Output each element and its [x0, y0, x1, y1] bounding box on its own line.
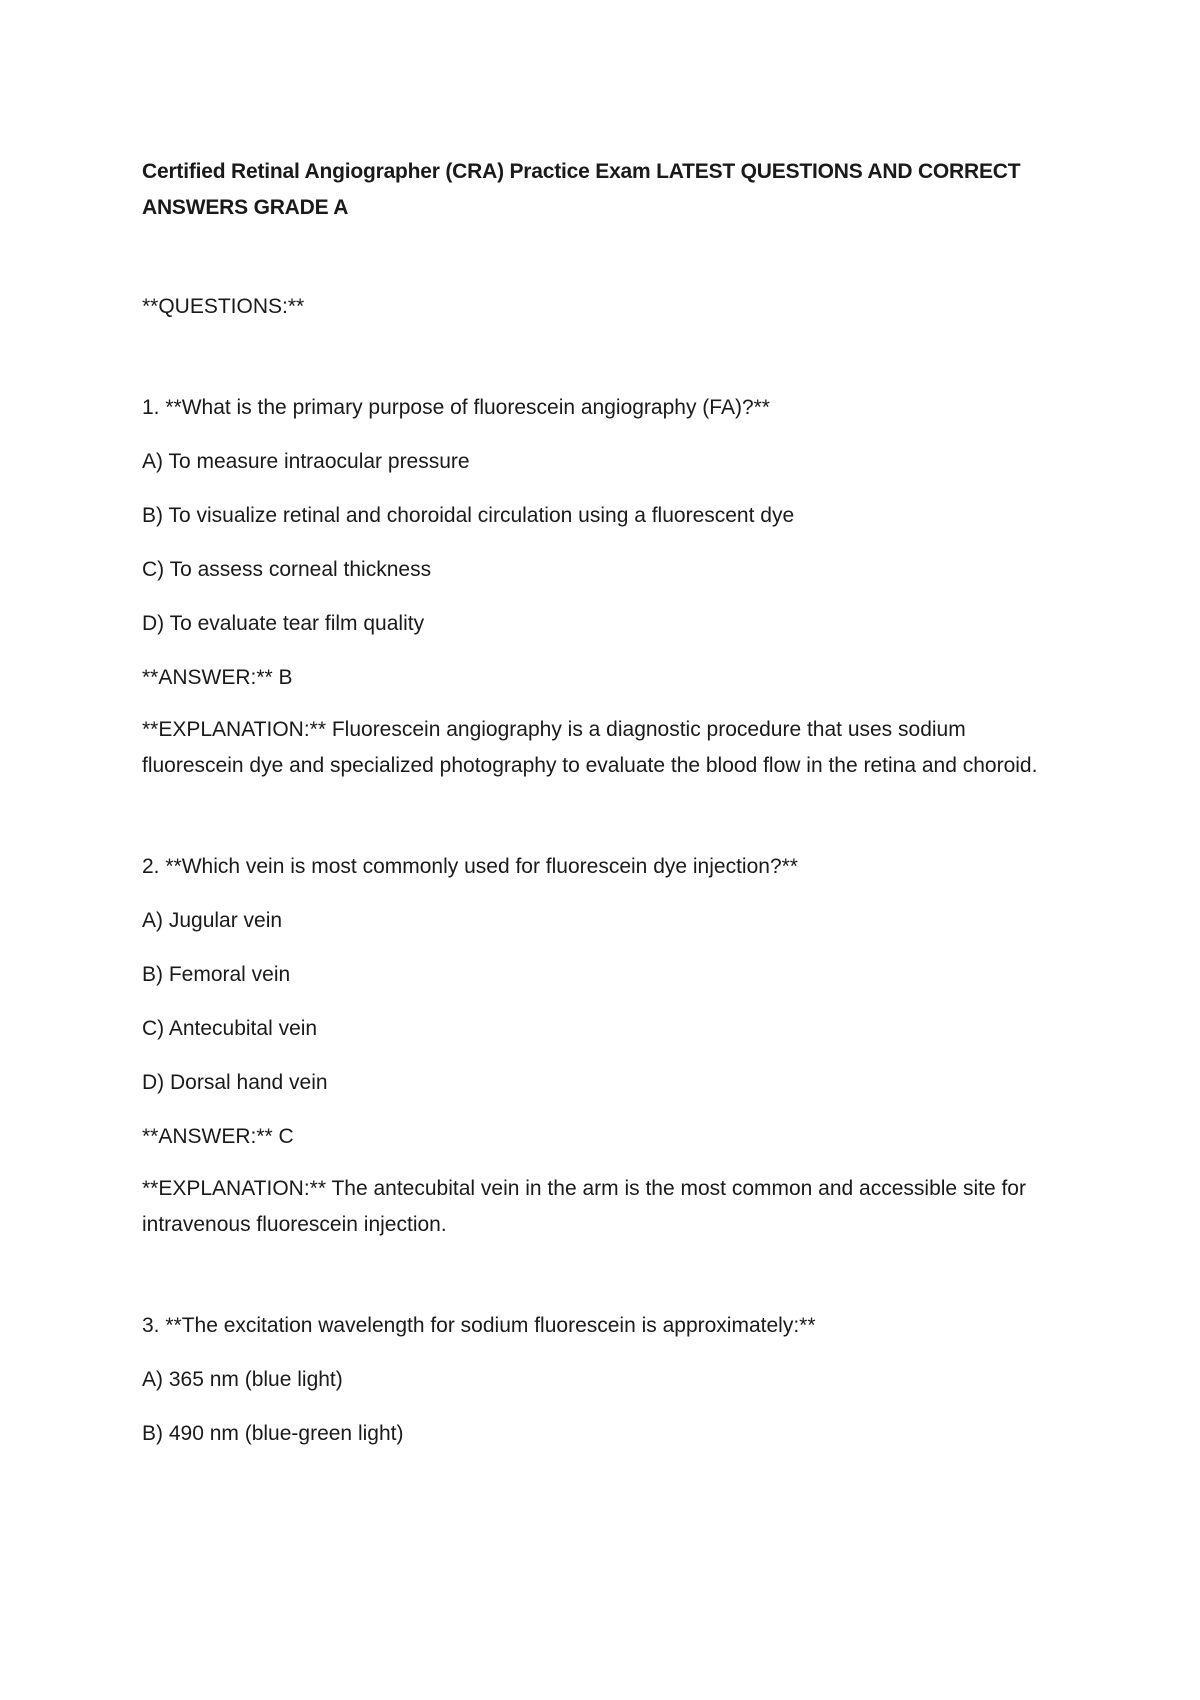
- answer-line: **ANSWER:** B: [142, 666, 293, 689]
- question-text: 1. **What is the primary purpose of fluorescein angiography (FA)?**: [142, 396, 770, 419]
- option-a: A) 365 nm (blue light): [142, 1368, 343, 1391]
- document-page: [142, 154, 1042, 1470]
- option-b: B) Femoral vein: [142, 963, 291, 986]
- question-3: [142, 1308, 1042, 1452]
- question-2: [142, 849, 1042, 1243]
- option-c: C) Antecubital vein: [142, 1017, 318, 1040]
- option-a: A) To measure intraocular pressure: [142, 450, 470, 473]
- question-text: 2. **Which vein is most commonly used for fluorescein dye injection?**: [142, 855, 798, 878]
- question-1: [142, 390, 1042, 784]
- option-d: D) To evaluate tear film quality: [142, 612, 425, 635]
- document-title: Certified Retinal Angiographer (CRA) Practice Exam LATEST QUESTIONS AND CORRECT ANSWERS GRADE A: [142, 160, 1021, 219]
- option-b: B) To visualize retinal and choroidal circulation using a fluorescent dye: [142, 504, 795, 527]
- option-c: C) To assess corneal thickness: [142, 558, 432, 581]
- answer-line: **ANSWER:** C: [142, 1125, 294, 1148]
- option-d: D) Dorsal hand vein: [142, 1071, 328, 1094]
- question-text: 3. **The excitation wavelength for sodium fluorescein is approximately:**: [142, 1314, 816, 1337]
- section-heading: **QUESTIONS:**: [142, 295, 305, 318]
- explanation-text: **EXPLANATION:** The antecubital vein in the arm is the most common and accessible site for intravenous fluorescein injection.: [142, 1177, 1026, 1236]
- option-b: B) 490 nm (blue-green light): [142, 1422, 404, 1445]
- option-a: A) Jugular vein: [142, 909, 283, 932]
- explanation-text: **EXPLANATION:** Fluorescein angiography is a diagnostic procedure that uses sodium fluorescein dye and specialized photography to evaluate the blood flow in the retina and choroid.: [142, 718, 1038, 777]
